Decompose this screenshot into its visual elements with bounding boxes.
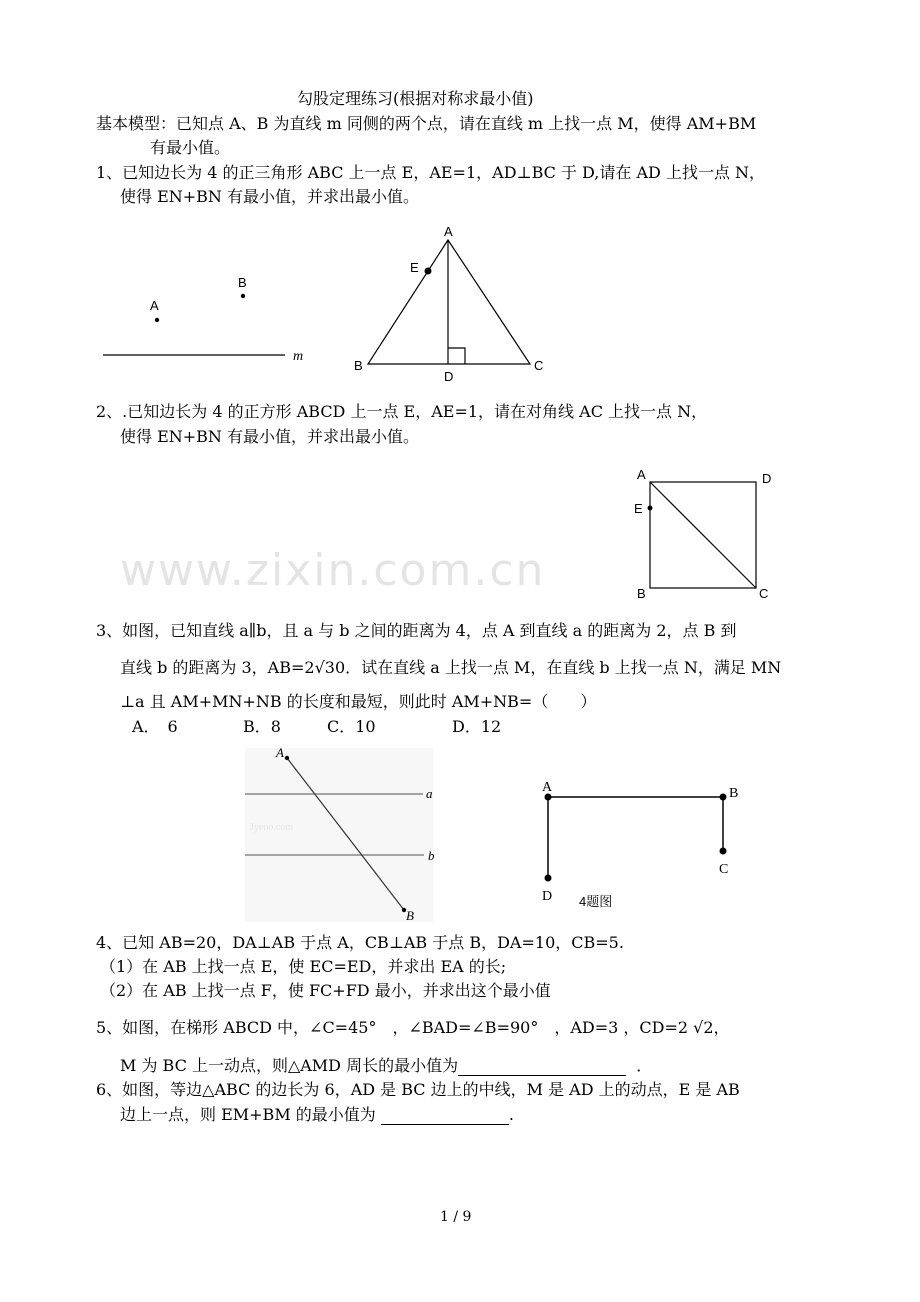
q6-line2-text: 边上一点，则 EM+BM 的最小值为 — [120, 1105, 376, 1124]
tri-label-c: C — [534, 358, 544, 373]
basic-model-line2: 有最小值。 — [150, 138, 231, 157]
sq-label-d: D — [762, 471, 772, 486]
q4-caption: 4题图 — [579, 894, 613, 909]
q4-label-c: C — [719, 862, 729, 877]
q4-path-dabc — [548, 797, 723, 878]
point-e — [425, 268, 432, 275]
q5-line1: 5、如图，在梯形 ABCD 中，∠C=45° ，∠BAD=∠B=90° ，AD=3 ，CD=2 √2， — [96, 1018, 730, 1037]
q3-option-a: A． 6 — [132, 717, 178, 736]
q3-line1: 3、如图，已知直线 a∥b，且 a 与 b 之间的距离为 4，点 A 到直线 a 的距离为 2，点 B 到 — [96, 621, 737, 640]
q4-part2: （2）在 AB 上找一点 F，使 FC+FD 最小，并求出这个最小值 — [100, 981, 551, 1000]
q6-line2-end: . — [508, 1105, 514, 1124]
triangle-abc — [368, 240, 530, 364]
q4-label-d: D — [542, 889, 553, 904]
tri-label-a: A — [444, 224, 453, 239]
q3-line2: 直线 b 的距离为 3，AB=2√30．试在直线 a 上找一点 M，在直线 b 上找一点 N，满足 MN — [120, 658, 782, 677]
label-b: B — [238, 275, 247, 290]
q4-label-b: B — [729, 786, 739, 801]
watermark: www.zixin.com.cn — [120, 545, 546, 596]
q4-point-d — [545, 875, 552, 882]
label-m: m — [293, 349, 304, 364]
q4-part1: （1）在 AB 上找一点 E，使 EC=ED，并求出 EA 的长; — [100, 957, 507, 976]
q3-option-b: B．8 — [243, 717, 281, 736]
sq-label-b: B — [637, 586, 646, 601]
tri-label-d: D — [444, 369, 454, 384]
sq-point-e — [648, 506, 653, 511]
figure-triangle — [368, 240, 530, 364]
figure-parallel-lines — [245, 745, 435, 923]
sq-label-e: E — [634, 501, 643, 516]
q4-point-b — [720, 794, 727, 801]
sq-label-c: C — [759, 586, 769, 601]
figure-q4 — [542, 780, 738, 909]
right-angle-mark — [448, 348, 465, 364]
q1-line2: 使得 EN+BN 有最小值，并求出最小值。 — [120, 187, 420, 206]
figure-background — [245, 748, 433, 922]
q2-line1: 2、.已知边长为 4 的正方形 ABCD 上一点 E，AE=1，请在对角线 AC 上找一点 N， — [96, 402, 708, 421]
lines-label-a: A — [276, 745, 284, 760]
q4-line1: 4、已知 AB=20，DA⊥AB 于点 A，CB⊥AB 于点 B，DA=10，CB=5. — [96, 933, 624, 952]
page-title: 勾股定理练习(根据对称求最小值) — [297, 89, 534, 108]
q3-option-d: D．12 — [452, 717, 502, 736]
q3-option-c: C．10 — [327, 717, 376, 736]
sq-label-a: A — [637, 467, 646, 482]
diagonal-ac — [650, 482, 756, 588]
q4-label-a: A — [542, 780, 553, 795]
point-a — [155, 318, 159, 322]
q3-line3: ⊥a 且 AM+MN+NB 的长度和最短，则此时 AM+NB=（ ） — [120, 692, 597, 711]
lines-label-line-b: b — [428, 848, 435, 863]
q5-line2-text: M 为 BC 上一动点，则△AMD 周长的最小值为 — [120, 1056, 459, 1075]
point-b — [241, 294, 245, 298]
figure-square — [650, 482, 756, 588]
q2-line2: 使得 EN+BN 有最小值，并求出最小值。 — [120, 427, 420, 446]
lines-label-line-a: a — [426, 786, 433, 801]
q6-line1: 6、如图，等边△ABC 的边长为 6，AD 是 BC 边上的中线，M 是 AD 上的动点，E 是 AB — [96, 1080, 740, 1099]
tri-label-b: B — [354, 358, 363, 373]
lines-point-a — [285, 756, 289, 760]
figure-watermark: Jyeoo.com — [250, 822, 294, 833]
basic-model-line1: 基本模型：已知点 A、B 为直线 m 同侧的两个点，请在直线 m 上找一点 M，使得 AM+BM — [96, 114, 757, 133]
lines-label-b: B — [406, 908, 414, 923]
label-a: A — [150, 298, 159, 313]
q1-line1: 1、已知边长为 4 的正三角形 ABC 上一点 E，AE=1，AD⊥BC 于 D,请在 AD 上找一点 N， — [96, 163, 766, 182]
q4-point-c — [720, 848, 727, 855]
figure-model — [103, 275, 303, 364]
q5-line2-end: ． — [636, 1056, 653, 1075]
page-number: 1 / 9 — [440, 1209, 472, 1225]
tri-label-e: E — [410, 260, 419, 275]
